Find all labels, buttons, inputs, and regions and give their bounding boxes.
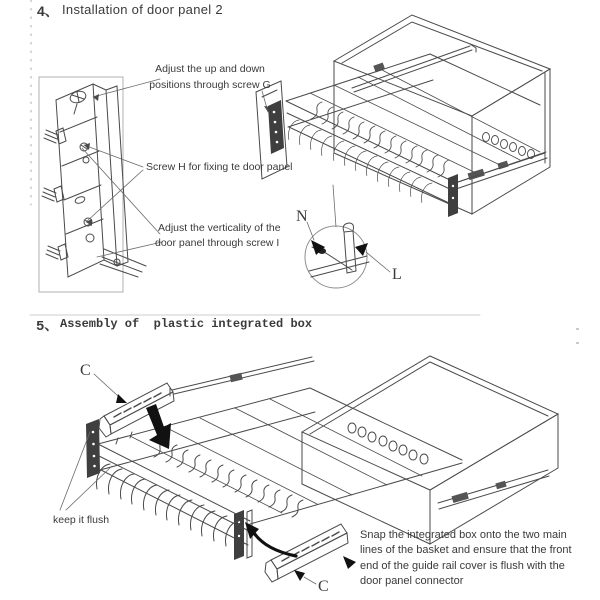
cabinet-drawing-section4 (334, 15, 550, 214)
scan-speck (576, 328, 579, 330)
section4-title: Installation of door panel 2 (62, 2, 223, 17)
annotation-snap-line4: door panel connector (360, 575, 464, 587)
c-bottom-leader (294, 570, 316, 584)
annotation-snap-line2: lines of the basket and ensure that the front (360, 544, 572, 556)
basket-corner-bracket (448, 174, 458, 217)
annotation-screw-i-line1: Adjust the verticality of the (158, 222, 281, 234)
cabinet-drawing-section5 (170, 356, 558, 544)
annotation-screw-g-line2: positions through screw G (149, 79, 271, 91)
snap-side-arrow-icon (343, 556, 356, 569)
plate-wire-waves (154, 440, 303, 517)
annotation-screw-i-line2: door panel through screw I (155, 237, 280, 249)
integrated-box-drawing-bottom (265, 524, 348, 582)
annotation-snap-line3: end of the guide rail cover is flush with the (360, 560, 565, 572)
insert-direction-arrow-icon (146, 404, 171, 449)
bolt-screws (42, 128, 68, 260)
section4-number: 4、 (37, 3, 59, 19)
keep-flush-leaders (60, 432, 112, 510)
annotation-keep-flush: keep it flush (53, 514, 110, 526)
detail-circle-drawing (305, 185, 390, 288)
annotation-screw-h: Screw H for fixing te door panel (146, 161, 293, 173)
label-l: L (392, 266, 402, 283)
label-c-bottom: C (318, 578, 329, 595)
wire-basket-drawing-section4 (256, 54, 545, 217)
annotation-screw-g-line1: Adjust the up and down (155, 63, 265, 75)
annotation-snap-line1: Snap the integrated box onto the two main (360, 529, 567, 541)
door-panel-bracket-drawing (42, 84, 146, 277)
guide-rail-connector (86, 419, 100, 478)
section5-title: Assembly of plastic integrated box (60, 317, 313, 331)
label-n: N (296, 208, 308, 225)
door-panel-connector (268, 100, 284, 154)
c-top-leader (94, 374, 127, 403)
label-c-top: C (80, 362, 91, 379)
section5-number: 5、 (36, 319, 59, 335)
scan-speck (576, 342, 579, 344)
